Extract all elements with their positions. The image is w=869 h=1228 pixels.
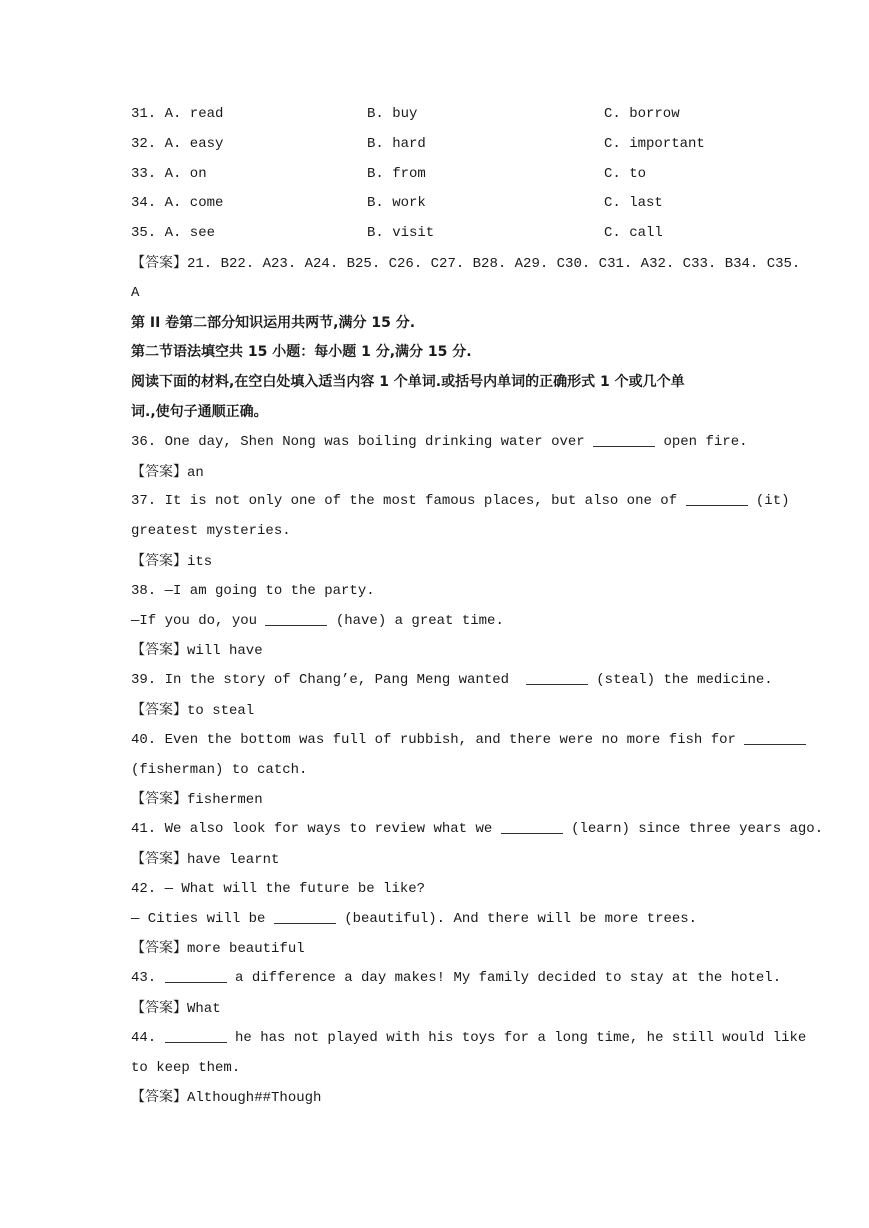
question-37-cont: greatest mysteries. [131, 523, 291, 540]
answer-41: 【答案】have learnt [131, 850, 280, 868]
question-40: 40. Even the bottom was full of rubbish, and there were no more fish for [131, 726, 741, 756]
answer-39: 【答案】to steal [131, 701, 255, 719]
blank [265, 611, 327, 626]
instructions-line-2: 词.,使句子通顺正确。 [131, 403, 268, 420]
question-44-cont: to keep them. [131, 1059, 241, 1076]
option-b: B. work [367, 195, 426, 212]
answer-line-21-35 [131, 249, 801, 279]
option-row-34 [131, 189, 741, 219]
answer-43: 【答案】What [131, 999, 221, 1017]
option-c: C. important [604, 135, 705, 152]
option-row-32 [131, 130, 741, 160]
answer-text: 21. B22. A23. A24. B25. C26. C27. B28. A29. C30. C31. A32. C33. B34. C35. [187, 255, 801, 272]
option-row-33 [131, 160, 741, 190]
option-b: B. from [367, 165, 426, 182]
answer-line-21-35-cont: A [131, 284, 140, 301]
option-a: 31. A. read [131, 106, 224, 122]
question-41: 41. We also look for ways to review what we (learn) since three years ago. [131, 821, 824, 838]
question-43: 43. a difference a day makes! My family decided to stay at the hotel. [131, 970, 782, 987]
question-36: 36. One day, Shen Nong was boiling drinking water over open fire. [131, 433, 748, 450]
blank [744, 730, 806, 745]
answer-42: 【答案】more beautiful [131, 940, 305, 958]
section-header-2: 第二节语法填空共 15 小题：每小题 1 分,满分 15 分. [131, 344, 472, 361]
option-c: C. last [604, 195, 663, 212]
instructions-line-1: 阅读下面的材料,在空白处填入适当内容 1 个单词.或括号内单词的正确形式 1 个或几个单 [131, 374, 685, 391]
option-a: 33. A. on [131, 165, 207, 182]
question-38: 38. —I am going to the party. [131, 582, 375, 599]
blank [165, 968, 227, 983]
blank [526, 670, 588, 685]
blank [165, 1028, 227, 1043]
answer-37: 【答案】its [131, 552, 213, 570]
option-a: 34. A. come [131, 195, 224, 212]
question-38-cont: —If you do, you (have) a great time. [131, 612, 504, 629]
option-b: B. hard [367, 135, 426, 152]
question-42-cont: — Cities will be (beautiful). And there will be more trees. [131, 910, 698, 927]
answer-36: 【答案】an [131, 463, 204, 481]
question-42: 42. — What will the future be like? [131, 880, 426, 897]
answer-40: 【答案】fishermen [131, 791, 263, 809]
question-39: 39. In the story of Chang’e, Pang Meng wanted (steal) the medicine. [131, 672, 773, 689]
option-row-31 [131, 100, 741, 130]
option-a: 35. A. see [131, 225, 216, 242]
option-a: 32. A. easy [131, 135, 224, 152]
blank [274, 909, 336, 924]
answer-38: 【答案】will have [131, 642, 263, 660]
blank [501, 819, 563, 834]
question-44: 44. he has not played with his toys for a long time, he still would like [131, 1029, 807, 1046]
section-header-1: 第 II 卷第二部分知识运用共两节,满分 15 分. [131, 314, 416, 331]
question-40-cont: (fisherman) to catch. [131, 761, 308, 778]
option-row-35 [131, 219, 741, 249]
question-37: 37. It is not only one of the most famous places, but also one of (it) [131, 493, 790, 510]
option-b: B. buy [367, 106, 418, 122]
answer-tag: 【答案】 [131, 254, 187, 271]
option-b: B. visit [367, 225, 435, 242]
option-c: C. call [604, 225, 663, 242]
blank [593, 432, 655, 447]
blank [686, 491, 748, 506]
answer-44: 【答案】Although##Though [131, 1089, 322, 1107]
option-c: C. borrow [604, 106, 680, 122]
document-page [131, 100, 824, 1113]
option-c: C. to [604, 165, 647, 182]
